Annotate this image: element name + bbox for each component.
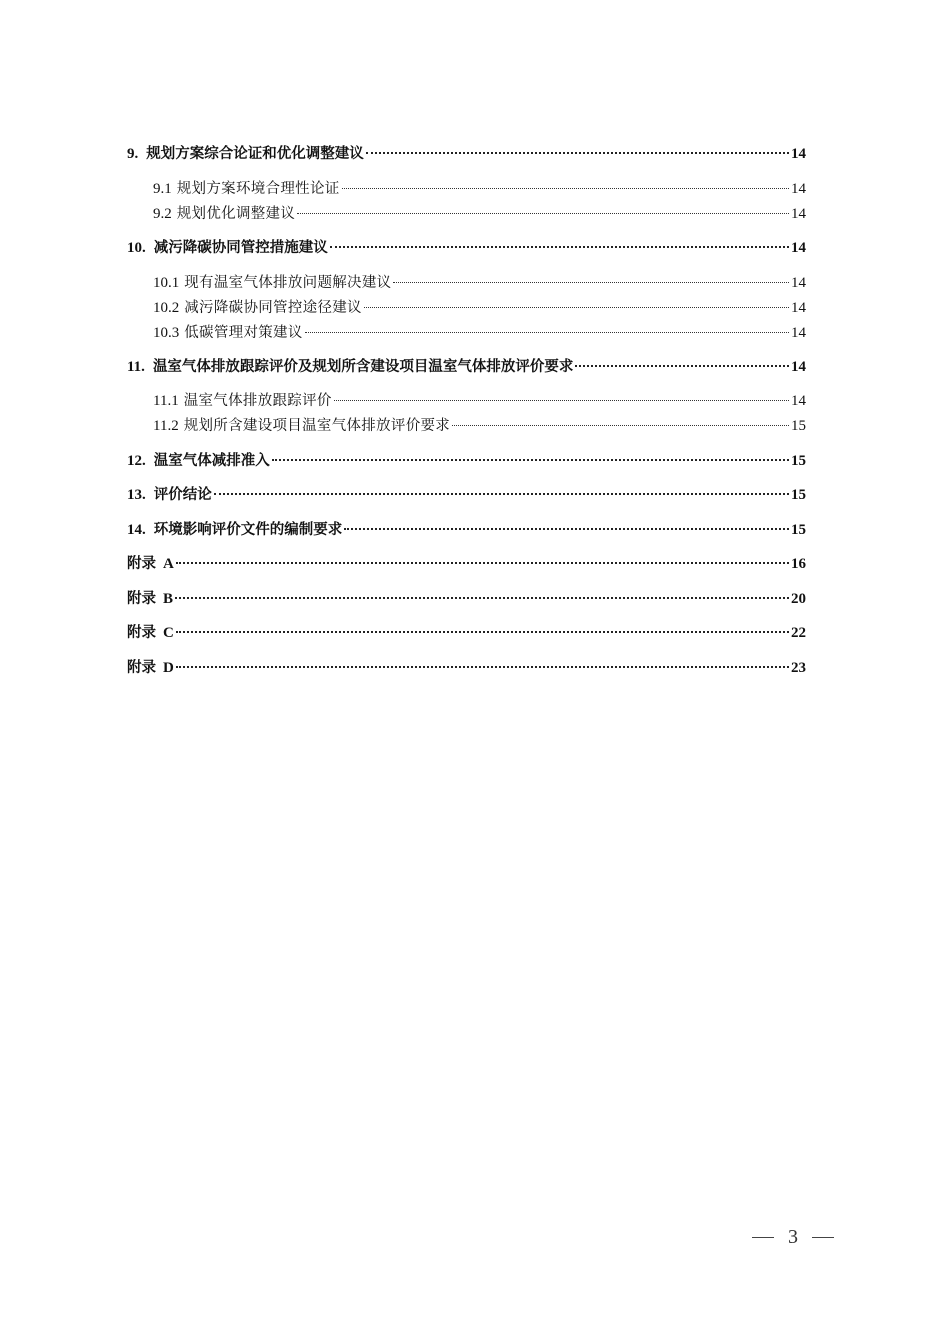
toc-title: 附录 [127, 591, 156, 607]
toc-page-number: 14 [791, 359, 806, 375]
toc-entry-10-1[interactable] [127, 267, 806, 291]
toc-title: 规划优化调整建议 [176, 206, 296, 222]
dot-leader [176, 652, 789, 672]
toc-number: 10.1 [153, 275, 180, 291]
toc-number: 11.1 [153, 393, 179, 409]
toc-page-number: 20 [791, 591, 806, 607]
toc-entry-10[interactable] [127, 232, 806, 256]
toc-entry-11-1[interactable] [127, 385, 806, 409]
toc-page-number: 16 [791, 556, 806, 572]
dot-leader [344, 514, 789, 534]
toc-number: 9. [127, 146, 139, 162]
dot-leader [305, 317, 789, 337]
toc-number: 9.2 [153, 206, 172, 222]
dot-leader [175, 583, 789, 603]
appendix-letter: B [163, 591, 174, 607]
toc-entry-13[interactable] [127, 479, 806, 503]
toc-title: 附录 [127, 556, 156, 572]
toc-title: 低碳管理对策建议 [184, 325, 303, 341]
toc-title: 现有温室气体排放问题解决建议 [184, 275, 392, 291]
toc-number: 13. [127, 487, 146, 503]
toc-number: 12. [127, 453, 146, 469]
toc-entry-9[interactable] [127, 138, 806, 162]
dot-leader [214, 479, 789, 499]
dot-leader [342, 173, 789, 193]
dot-leader [334, 385, 789, 405]
toc-page-number: 22 [791, 625, 806, 641]
toc-entry-12[interactable] [127, 445, 806, 469]
toc-title: 评价结论 [153, 487, 212, 503]
toc-title: 附录 [127, 625, 156, 641]
toc-entry-14[interactable] [127, 514, 806, 538]
toc-title: 规划方案综合论证和优化调整建议 [146, 146, 364, 162]
page-footer [752, 1226, 834, 1249]
toc-entry-11-2[interactable] [127, 410, 806, 434]
dot-leader [330, 232, 789, 252]
dot-leader [297, 198, 789, 218]
toc-title: 减污降碳协同管控途径建议 [184, 300, 362, 316]
toc-entry-9-1[interactable] [127, 173, 806, 197]
toc-page-number: 15 [791, 487, 806, 503]
toc-entry-10-3[interactable] [127, 317, 806, 341]
toc-page-number: 14 [791, 300, 806, 316]
toc-page-number: 14 [791, 393, 806, 409]
appendix-letter: A [163, 556, 174, 572]
toc-page-number: 15 [791, 453, 806, 469]
toc-number: 11. [127, 359, 145, 375]
toc-title: 规划所含建设项目温室气体排放评价要求 [183, 418, 451, 434]
dot-leader [176, 617, 789, 637]
toc-number: 11.2 [153, 418, 179, 434]
toc-page-number: 14 [791, 240, 806, 256]
toc-title: 温室气体减排准入 [153, 453, 270, 469]
toc-title: 环境影响评价文件的编制要求 [153, 522, 343, 538]
toc-number: 10. [127, 240, 146, 256]
toc-number: 10.3 [153, 325, 180, 341]
toc-page-number: 15 [791, 418, 806, 434]
toc-page-number: 14 [791, 146, 806, 162]
toc-entry-10-2[interactable] [127, 292, 806, 316]
toc-title: 温室气体排放跟踪评价 [183, 393, 332, 409]
toc-page-number: 14 [791, 325, 806, 341]
appendix-letter: C [163, 625, 174, 641]
toc-page-number: 23 [791, 660, 806, 676]
toc-title: 规划方案环境合理性论证 [176, 181, 340, 197]
appendix-letter: D [163, 660, 174, 676]
dot-leader [575, 351, 789, 371]
toc-page-number: 14 [791, 275, 806, 291]
toc-title: 附录 [127, 660, 156, 676]
toc-entry-appendix-b[interactable] [127, 583, 806, 607]
dot-leader [272, 445, 789, 465]
toc-entry-appendix-c[interactable] [127, 617, 806, 641]
toc-entry-appendix-d[interactable] [127, 652, 806, 676]
dot-leader [176, 548, 789, 568]
toc-title: 温室气体排放跟踪评价及规划所含建设项目温室气体排放评价要求 [152, 359, 574, 375]
toc-page-number: 14 [791, 206, 806, 222]
dot-leader [366, 138, 789, 158]
dot-leader [364, 292, 789, 312]
toc-entry-11[interactable] [127, 351, 806, 375]
toc-entry-9-2[interactable] [127, 198, 806, 222]
toc-number: 9.1 [153, 181, 172, 197]
toc-entry-appendix-a[interactable] [127, 548, 806, 572]
footer-dash-left [752, 1237, 774, 1238]
toc-page-number: 15 [791, 522, 806, 538]
page-number: 3 [788, 1226, 798, 1248]
toc-page-number: 14 [791, 181, 806, 197]
dot-leader [452, 410, 789, 430]
dot-leader [393, 267, 789, 287]
toc-number: 14. [127, 522, 146, 538]
toc-number: 10.2 [153, 300, 180, 316]
toc-title: 减污降碳协同管控措施建议 [153, 240, 328, 256]
footer-dash-right [812, 1237, 834, 1238]
